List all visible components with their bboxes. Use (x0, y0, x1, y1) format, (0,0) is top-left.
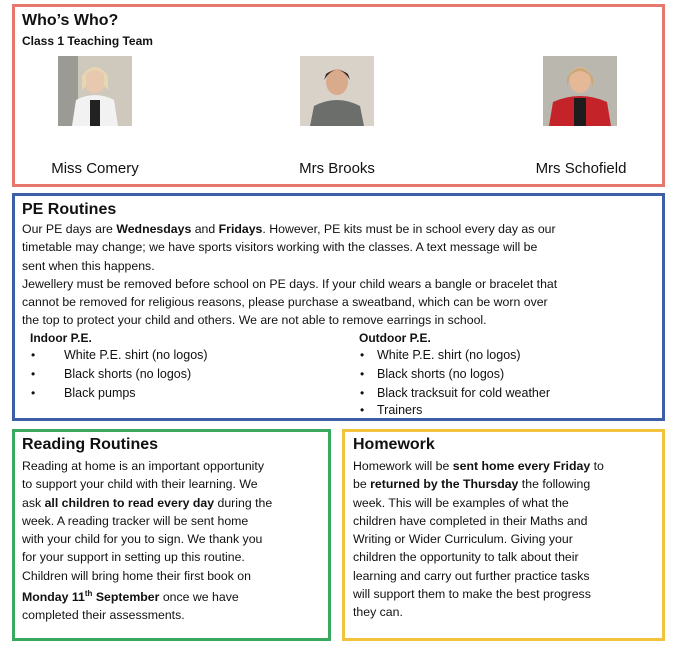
bullet: • (360, 403, 365, 417)
list-item: Black shorts (no logos) (377, 367, 505, 381)
outdoor-pe-title: Outdoor P.E. (359, 331, 431, 345)
teacher-name: Miss Comery (51, 160, 139, 177)
bullet: • (31, 386, 36, 400)
teacher-photo-icon (300, 56, 374, 126)
whos-who-title: Who’s Who? (22, 12, 119, 29)
teacher-photo-icon (58, 56, 132, 126)
indoor-pe-title: Indoor P.E. (30, 331, 92, 345)
pe-title: PE Routines (22, 201, 117, 218)
list-item: Black pumps (64, 386, 136, 400)
list-item: White P.E. shirt (no logos) (64, 348, 208, 362)
bullet: • (31, 348, 36, 362)
pe-paragraph: Our PE days are Wednesdays and Fridays. However, PE kits must be in school every day as our timetable may change; we have sports visitors working with the classes. A text message will be sent when this happens. Jewellery must be removed before school on PE days. If your child wears a bangle or bracelet that cannot be removed for religious reasons, please purchase a sweatband, which can be worn over the top to protect your child and others. We are not able to remove earrings in school. (22, 222, 558, 328)
homework-title: Homework (353, 436, 435, 453)
bullet: • (360, 367, 365, 381)
teacher-photo-icon (543, 56, 617, 126)
teacher-name: Mrs Brooks (299, 160, 375, 177)
bullet: • (360, 386, 365, 400)
bullet: • (31, 367, 36, 381)
bullet: • (360, 348, 365, 362)
whos-who-subtitle: Class 1 Teaching Team (22, 34, 153, 48)
list-item: Black shorts (no logos) (64, 367, 192, 381)
reading-title: Reading Routines (22, 436, 159, 453)
homework-paragraph: Homework will be sent home every Friday to be returned by the Thursday the following week. This will be examples of what the children have completed in their Maths and Writing or Wider Curriculum. Giving your children the opportunity to talk about their learning and carry out further practice tasks will support them to make the best progress they can. (353, 459, 604, 620)
list-item: Trainers (377, 403, 423, 417)
list-item: Black tracksuit for cold weather (377, 386, 550, 400)
reading-paragraph: Reading at home is an important opportunity to support your child with their learning. We ask all children to read every day during the week. A reading tracker will be sent home with your child for you to sign. We thank you for your support in setting up this routine. Children will bring home their first book on Monday 11th September once we have completed their assessments. (22, 459, 273, 623)
list-item: White P.E. shirt (no logos) (377, 348, 521, 362)
teacher-name: Mrs Schofield (535, 160, 627, 177)
